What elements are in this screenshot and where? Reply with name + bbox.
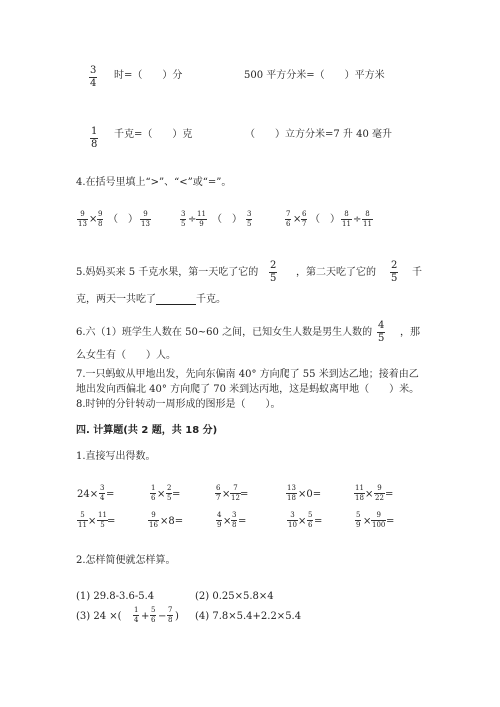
answer-blank[interactable] (156, 296, 196, 305)
answer-blank[interactable]: （ ） (212, 214, 242, 225)
fraction: 4 9 (217, 511, 222, 529)
q8-line1: 8.时钟的分针转动一周形成的图形是（ ）。 (76, 399, 281, 410)
fraction: 9 100 (372, 511, 386, 529)
fraction-two-fifths: 2 5 (270, 260, 277, 284)
fraction: 9 13 (78, 210, 87, 228)
fraction: 5 6 (308, 511, 313, 529)
q-time-text: 时=（ ）分 (114, 70, 183, 81)
fraction-three-quarters (89, 66, 97, 89)
calc2-expr-1: (1) 29.8-3.6-5.4 (76, 591, 155, 602)
fraction: 3 8 (232, 511, 237, 529)
operator: × (293, 214, 302, 225)
numerator: 1 (91, 126, 98, 137)
denominator: 8 (91, 139, 98, 150)
calc2-expr-2: (2) 0.25×5.8×4 (195, 591, 274, 602)
fraction: 13 18 (287, 484, 296, 502)
fraction-four-fifths: 4 5 (378, 320, 385, 344)
operator: ÷ (353, 214, 362, 225)
operator: ÷ (188, 214, 197, 225)
q-area-text: 500 平方分米=（ ）平方米 (244, 70, 385, 81)
q-mass-text: 千克=（ ）克 (114, 129, 193, 140)
fraction: 3 5 (247, 210, 252, 228)
fraction: 6 7 (302, 210, 307, 228)
q5-line1c: 千 (412, 267, 422, 278)
q6-line1b: ，那 (400, 327, 420, 338)
fraction: 11 18 (355, 484, 364, 502)
fraction: 3 4 (100, 484, 105, 502)
fraction: 8 11 (363, 210, 372, 228)
fraction: 3 10 (288, 511, 297, 529)
calc2-expr-4: (4) 7.8×5.4+2.2×5.4 (195, 611, 302, 622)
q-volume-text: （ ）立方分米=7 升 40 毫升 (245, 129, 393, 140)
fraction: 11 5 (98, 511, 107, 529)
fraction: 8 11 (342, 210, 351, 228)
fraction: 3 5 (181, 210, 186, 228)
operator: × (89, 214, 98, 225)
calc2-title: 2.怎样简便就怎样算。 (76, 555, 176, 566)
fraction: 5 9 (356, 511, 361, 529)
fraction: 1 4 (134, 606, 139, 624)
fraction: 2 5 (167, 484, 172, 502)
numerator: 3 (90, 65, 97, 76)
q4-title: 4.在括号里填上“>”、“<”或“=”。 (76, 177, 232, 188)
fraction: 7 6 (286, 210, 291, 228)
answer-blank[interactable]: （ ） (108, 214, 138, 225)
fraction: 9 16 (149, 511, 158, 529)
q5-line2b: 千克。 (196, 294, 226, 305)
q7-line2: 地出发向西偏北 40° 方向爬了 70 米到达丙地，这是蚂蚁离甲地（ ）米。 (76, 384, 420, 395)
fraction: 7 12 (231, 484, 240, 502)
calc-item: 24× (77, 489, 99, 500)
fraction: 6 7 (216, 484, 221, 502)
q6-line2: 么女生有（ ）人。 (76, 350, 176, 361)
q5-line2 (76, 295, 226, 305)
fraction: 9 8 (98, 210, 103, 228)
q6-line1a: 6.六（1）班学生人数在 50~60 之间，已知女生人数是男生人数的 (76, 327, 373, 338)
fraction-two-fifths: 2 5 (391, 260, 398, 284)
fraction: 11 9 (197, 210, 206, 228)
denominator: 4 (90, 78, 97, 89)
fraction: 1 6 (151, 484, 156, 502)
q5-line2a: 克，两天一共吃了 (76, 294, 156, 305)
section4-title: 四. 计算题(共 2 题，共 18 分) (76, 425, 218, 436)
fraction: 7 8 (168, 606, 173, 624)
answer-blank[interactable]: （ ） (310, 214, 340, 225)
q5-line1a: 5.妈妈买来 5 千克水果，第一天吃了它的 (76, 267, 259, 278)
fraction-one-eighth (90, 127, 98, 150)
fraction: 5 11 (78, 511, 87, 529)
q5-line1b: ，第二天吃了它的 (296, 267, 376, 278)
q7-line1: 7.一只蚂蚁从甲地出发，先向东偏南 40° 方向爬了 55 米到达乙地；接着由乙 (76, 369, 419, 380)
fraction: 5 6 (151, 606, 156, 624)
calc1-title: 1.直接写出得数。 (76, 451, 156, 462)
fraction: 9 13 (141, 210, 150, 228)
fraction: 9 22 (375, 484, 384, 502)
